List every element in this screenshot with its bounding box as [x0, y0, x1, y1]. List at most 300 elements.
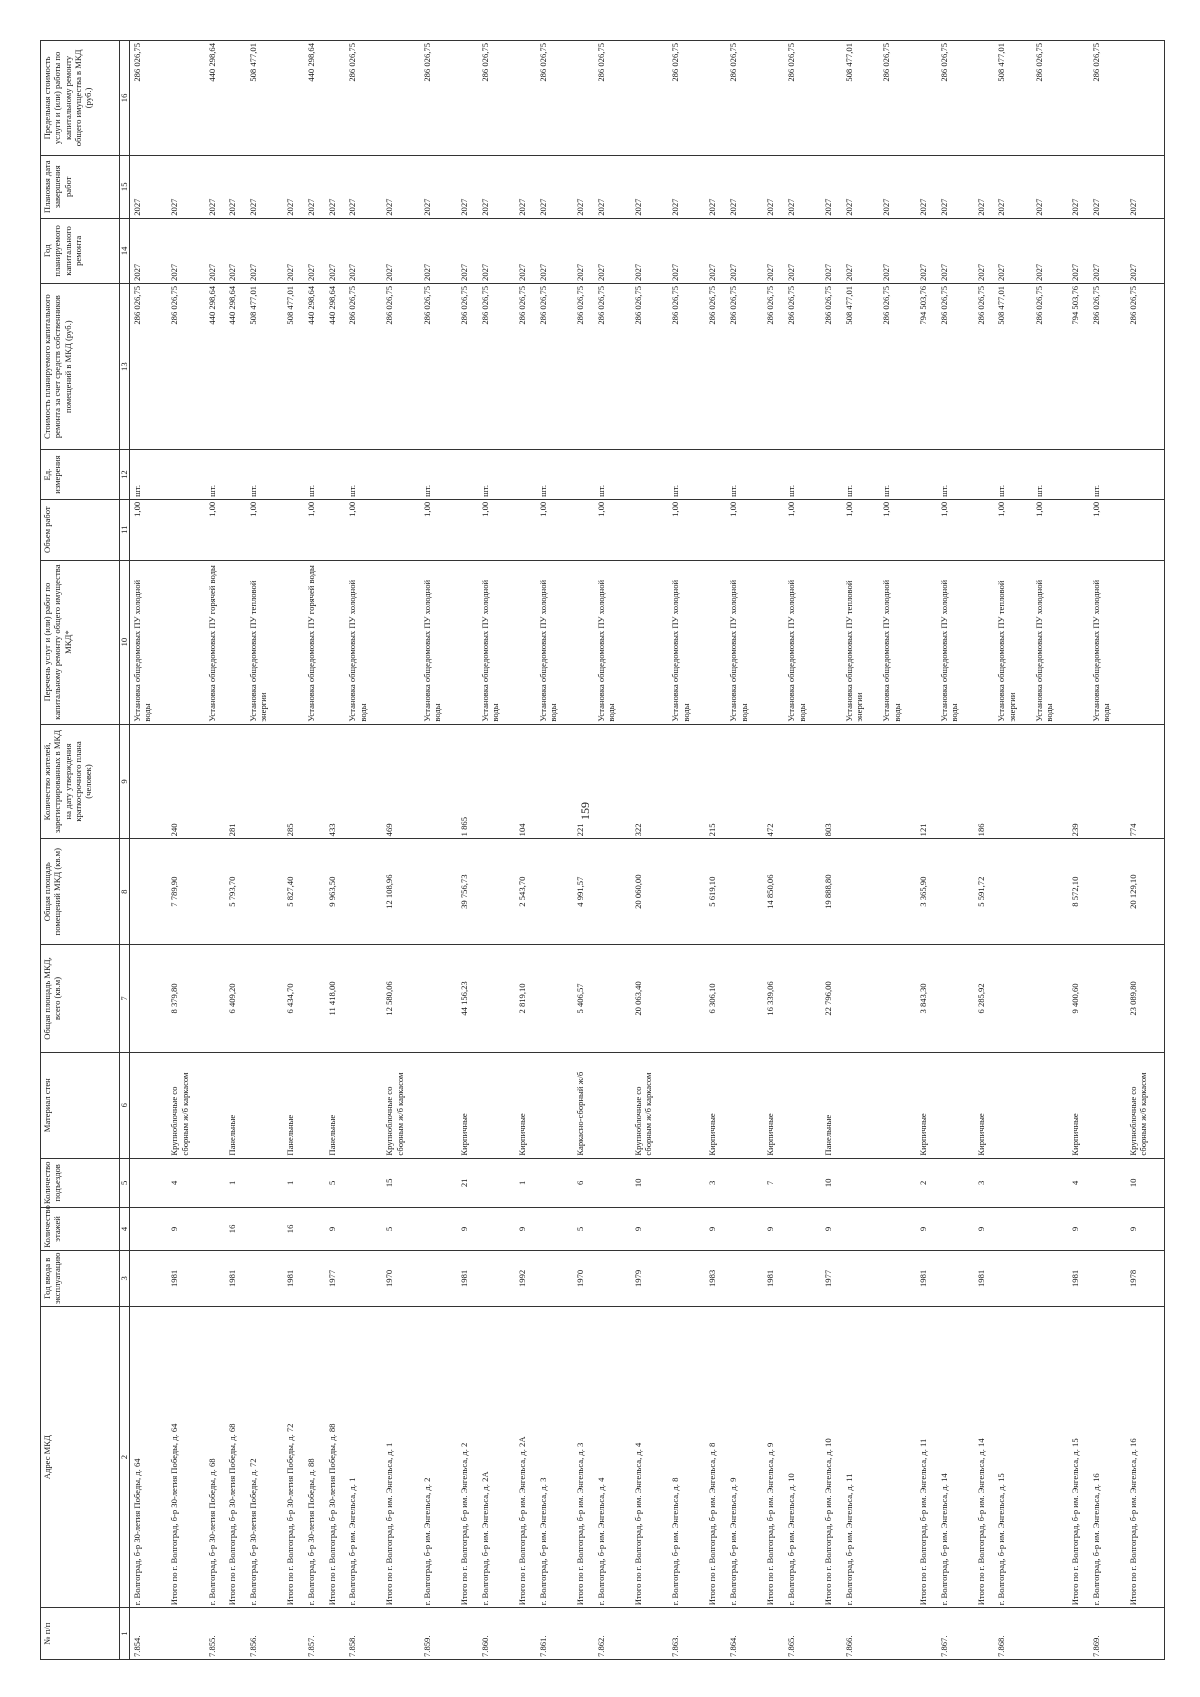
cell-col-12: [516, 450, 536, 499]
cell-col-5: [842, 1158, 880, 1207]
cell-col-4: 5: [383, 1208, 419, 1251]
cell-col-16: 286 026,75: [345, 41, 383, 156]
cell-col-6: [1089, 1052, 1127, 1158]
table-body: [130, 41, 1165, 1660]
cell-col-13: 440 298,64: [205, 283, 226, 449]
cell-col-8: [420, 839, 458, 945]
cell-col-4: [842, 1208, 880, 1251]
cell-col-3: [842, 1250, 880, 1306]
table-row: [130, 41, 169, 1660]
cell-col-14: 2027: [458, 218, 478, 283]
cell-col-15: 2027: [1127, 155, 1165, 218]
cell-col-13: 286 026,75: [1033, 283, 1069, 449]
cell-col-5: 1: [226, 1158, 246, 1207]
cell-col-2: г. Волгоград, б-р им. Энгельса, д. 15: [994, 1306, 1032, 1607]
column-header-2: Адрес МКД: [41, 1306, 120, 1607]
cell-col-11: 1,00: [784, 499, 822, 560]
cell-col-14: 2027: [1089, 218, 1127, 283]
cell-col-9: [937, 724, 975, 839]
cell-col-16: [764, 41, 784, 156]
cell-col-7: [1089, 945, 1127, 1053]
cell-col-12: [706, 450, 726, 499]
cell-col-16: [574, 41, 594, 156]
cell-col-15: 2027: [246, 155, 284, 218]
cell-col-1: [975, 1608, 995, 1660]
cell-col-15: 2027: [822, 155, 842, 218]
cell-col-10: Установка общедомовых ПУ тепловой энергии: [246, 560, 284, 724]
cell-col-9: 472: [764, 724, 784, 839]
cell-col-8: 7 789,90: [168, 839, 204, 945]
cell-col-2: г. Волгоград, б-р им. Энгельса, д. 8: [668, 1306, 706, 1607]
cell-col-11: 1,00: [937, 499, 975, 560]
table-row-total: [1069, 41, 1089, 1660]
cell-col-10: Установка общедомовых ПУ холодной воды: [1089, 560, 1127, 724]
column-number-12: 12: [120, 450, 130, 499]
cell-col-6: Панельные: [284, 1052, 304, 1158]
cell-col-15: 2027: [516, 155, 536, 218]
cell-col-9: 281: [226, 724, 246, 839]
cell-col-8: 8 572,10: [1069, 839, 1089, 945]
cell-col-10: Установка общедомовых ПУ холодной воды: [130, 560, 169, 724]
cell-col-11: [458, 499, 478, 560]
cell-col-5: 15: [383, 1158, 419, 1207]
cell-col-8: 2 543,70: [516, 839, 536, 945]
cell-col-3: [668, 1250, 706, 1306]
cell-col-7: 9 400,60: [1069, 945, 1089, 1053]
cell-col-7: 3 843,30: [917, 945, 937, 1053]
cell-col-8: 20 129,10: [1127, 839, 1165, 945]
cell-col-7: [1033, 945, 1069, 1053]
cell-col-6: [1033, 1052, 1069, 1158]
cell-col-4: [205, 1208, 226, 1251]
cell-col-14: 2027: [205, 218, 226, 283]
table-row-total: [917, 41, 937, 1660]
column-header-15: Плановая дата завершения работ: [41, 155, 120, 218]
cell-col-8: 20 060,00: [632, 839, 668, 945]
cell-col-1: 7.861.: [536, 1608, 574, 1660]
cell-col-8: [536, 839, 574, 945]
cell-col-2: Итого по г. Волгоград, б-р им. Энгельса, д. 9: [764, 1306, 784, 1607]
cell-col-7: 20 063,40: [632, 945, 668, 1053]
cell-col-7: [842, 945, 880, 1053]
table-row-total: [574, 41, 594, 1660]
cell-col-9: [205, 724, 226, 839]
column-header-9: Количество жителей, зарегистрированных в МКД на дату утверждения краткосрочного плана (человек): [41, 724, 120, 839]
cell-col-10: [168, 560, 204, 724]
cell-col-3: [304, 1250, 325, 1306]
cell-col-15: 2027: [632, 155, 668, 218]
cell-col-12: [632, 450, 668, 499]
cell-col-11: 1,00: [1089, 499, 1127, 560]
cell-col-16: 286 026,75: [130, 41, 169, 156]
column-header-10: Перечень услуг и (или) работ по капитальному ремонту общего имущества МКД*: [41, 560, 120, 724]
cell-col-10: Установка общедомовых ПУ холодной воды: [668, 560, 706, 724]
cell-col-8: 5 619,10: [706, 839, 726, 945]
cell-col-7: [420, 945, 458, 1053]
cell-col-11: 1,00: [478, 499, 516, 560]
cell-col-12: шт.: [1033, 450, 1069, 499]
cell-col-16: [632, 41, 668, 156]
cell-col-4: 9: [764, 1208, 784, 1251]
column-header-12: Ед. измерения: [41, 450, 120, 499]
cell-col-15: 2027: [937, 155, 975, 218]
cell-col-8: [246, 839, 284, 945]
cell-col-6: Крупноблочные со сборным ж/б каркасом: [1127, 1052, 1165, 1158]
cell-col-11: 1,00: [536, 499, 574, 560]
column-header-13: Стоимость планируемого капитального ремонта за счет средств собственников помещений в МКД (руб.): [41, 283, 120, 449]
cell-col-15: 2027: [726, 155, 764, 218]
cell-col-1: [284, 1608, 304, 1660]
cell-col-5: [130, 1158, 169, 1207]
table-row: [594, 41, 632, 1660]
cell-col-2: г. Волгоград, б-р им. Энгельса, д. 16: [1089, 1306, 1127, 1607]
cell-col-8: [1089, 839, 1127, 945]
cell-col-16: [822, 41, 842, 156]
cell-col-16: [1127, 41, 1165, 156]
column-number-9: 9: [120, 724, 130, 839]
cell-col-4: [594, 1208, 632, 1251]
cell-col-15: 2027: [383, 155, 419, 218]
table-row-total: [975, 41, 995, 1660]
cell-col-14: 2027: [822, 218, 842, 283]
cell-col-2: [1033, 1306, 1069, 1607]
cell-col-7: [784, 945, 822, 1053]
cell-col-16: 286 026,75: [420, 41, 458, 156]
cell-col-6: [205, 1052, 226, 1158]
cell-col-2: Итого по г. Волгоград, б-р 30-летия Победы, д. 88: [326, 1306, 346, 1607]
cell-col-6: [130, 1052, 169, 1158]
cell-col-13: 508 477,01: [994, 283, 1032, 449]
cell-col-7: 8 379,80: [168, 945, 204, 1053]
column-header-4: Количество этажей: [41, 1208, 120, 1251]
cell-col-2: г. Волгоград, б-р им. Энгельса, д. 14: [937, 1306, 975, 1607]
cell-col-14: 2027: [764, 218, 784, 283]
cell-col-15: 2027: [574, 155, 594, 218]
cell-col-11: [706, 499, 726, 560]
cell-col-3: [246, 1250, 284, 1306]
cell-col-7: 6 434,70: [284, 945, 304, 1053]
cell-col-5: [205, 1158, 226, 1207]
cell-col-4: [345, 1208, 383, 1251]
cell-col-5: [994, 1158, 1032, 1207]
cell-col-12: [168, 450, 204, 499]
cell-col-11: [516, 499, 536, 560]
cell-col-7: [994, 945, 1032, 1053]
cell-col-13: 286 026,75: [536, 283, 574, 449]
column-number-10: 10: [120, 560, 130, 724]
cell-col-11: 1,00: [1033, 499, 1069, 560]
cell-col-9: 239: [1069, 724, 1089, 839]
cell-col-13: 286 026,75: [1127, 283, 1165, 449]
cell-col-13: 286 026,75: [975, 283, 995, 449]
cell-col-14: 2027: [975, 218, 995, 283]
cell-col-7: 2 819,10: [516, 945, 536, 1053]
cell-col-8: 5 827,40: [284, 839, 304, 945]
cell-col-8: [994, 839, 1032, 945]
cell-col-12: [383, 450, 419, 499]
table-row-total: [706, 41, 726, 1660]
cell-col-7: 44 156,23: [458, 945, 478, 1053]
cell-col-16: [706, 41, 726, 156]
table-row: [726, 41, 764, 1660]
cell-col-12: шт.: [345, 450, 383, 499]
cell-col-10: [516, 560, 536, 724]
cell-col-12: шт.: [726, 450, 764, 499]
cell-col-13: 508 477,01: [246, 283, 284, 449]
cell-col-14: 2027: [246, 218, 284, 283]
cell-col-8: [205, 839, 226, 945]
cell-col-8: 5 793,70: [226, 839, 246, 945]
cell-col-3: [1089, 1250, 1127, 1306]
cell-col-13: 286 026,75: [764, 283, 784, 449]
cell-col-13: 286 026,75: [516, 283, 536, 449]
cell-col-6: Панельные: [226, 1052, 246, 1158]
cell-col-4: [1033, 1208, 1069, 1251]
cell-col-7: 6 285,92: [975, 945, 995, 1053]
cell-col-2: Итого по г. Волгоград, б-р им. Энгельса, д. 11: [917, 1306, 937, 1607]
cell-col-12: шт.: [880, 450, 916, 499]
cell-col-9: [420, 724, 458, 839]
cell-col-8: [784, 839, 822, 945]
cell-col-5: 21: [458, 1158, 478, 1207]
table-row-total: [822, 41, 842, 1660]
cell-col-11: [632, 499, 668, 560]
cell-col-15: 2027: [284, 155, 304, 218]
cell-col-3: 1981: [1069, 1250, 1089, 1306]
cell-col-1: 7.856.: [246, 1608, 284, 1660]
cell-col-11: [1127, 499, 1165, 560]
cell-col-5: 6: [574, 1158, 594, 1207]
cell-col-13: 286 026,75: [632, 283, 668, 449]
table-row: [784, 41, 822, 1660]
cell-col-8: [478, 839, 516, 945]
cell-col-11: 1,00: [880, 499, 916, 560]
cell-col-4: 9: [326, 1208, 346, 1251]
page-number: 159: [578, 802, 592, 820]
cell-col-15: 2027: [326, 155, 346, 218]
cell-col-7: [304, 945, 325, 1053]
cell-col-15: 2027: [668, 155, 706, 218]
cell-col-5: [536, 1158, 574, 1207]
cell-col-13: 286 026,75: [383, 283, 419, 449]
column-number-8: 8: [120, 839, 130, 945]
cell-col-8: 14 850,06: [764, 839, 784, 945]
cell-col-13: 286 026,75: [726, 283, 764, 449]
cell-col-5: [345, 1158, 383, 1207]
cell-col-9: 221: [574, 724, 594, 839]
cell-col-4: 9: [706, 1208, 726, 1251]
cell-col-16: 286 026,75: [880, 41, 916, 156]
cell-col-9: [536, 724, 574, 839]
cell-col-7: [726, 945, 764, 1053]
cell-col-8: [1033, 839, 1069, 945]
cell-col-16: [1069, 41, 1089, 156]
cell-col-7: [880, 945, 916, 1053]
cell-col-11: [168, 499, 204, 560]
cell-col-1: [383, 1608, 419, 1660]
cell-col-8: [937, 839, 975, 945]
table-row: [420, 41, 458, 1660]
cell-col-15: 2027: [130, 155, 169, 218]
cell-col-6: [246, 1052, 284, 1158]
cell-col-6: [668, 1052, 706, 1158]
cell-col-10: [1069, 560, 1089, 724]
cell-col-10: Установка общедомовых ПУ холодной воды: [420, 560, 458, 724]
cell-col-7: [246, 945, 284, 1053]
column-number-13: 13: [120, 283, 130, 449]
cell-col-5: [726, 1158, 764, 1207]
cell-col-10: [706, 560, 726, 724]
cell-col-5: [668, 1158, 706, 1207]
column-number-4: 4: [120, 1208, 130, 1251]
cell-col-10: Установка общедомовых ПУ тепловой энергии: [994, 560, 1032, 724]
cell-col-6: [937, 1052, 975, 1158]
cell-col-6: [478, 1052, 516, 1158]
cell-col-15: 2027: [345, 155, 383, 218]
cell-col-16: [168, 41, 204, 156]
cell-col-10: Установка общедомовых ПУ холодной воды: [880, 560, 916, 724]
cell-col-12: шт.: [420, 450, 458, 499]
cell-col-10: Установка общедомовых ПУ холодной воды: [937, 560, 975, 724]
cell-col-12: шт.: [304, 450, 325, 499]
column-header-5: Количество подъездов: [41, 1158, 120, 1207]
cell-col-14: 2027: [917, 218, 937, 283]
cell-col-3: 1981: [168, 1250, 204, 1306]
cell-col-13: 286 026,75: [345, 283, 383, 449]
cell-col-9: 803: [822, 724, 842, 839]
cell-col-1: 7.855.: [205, 1608, 226, 1660]
cell-col-16: 286 026,75: [726, 41, 764, 156]
cell-col-6: [304, 1052, 325, 1158]
cell-col-14: 2027: [383, 218, 419, 283]
cell-col-3: 1992: [516, 1250, 536, 1306]
cell-col-2: Итого по г. Волгоград, б-р им. Энгельса, д. 2: [458, 1306, 478, 1607]
cell-col-1: 7.864.: [726, 1608, 764, 1660]
cell-col-10: Установка общедомовых ПУ холодной воды: [726, 560, 764, 724]
cell-col-5: [1089, 1158, 1127, 1207]
cell-col-1: [917, 1608, 937, 1660]
cell-col-12: шт.: [205, 450, 226, 499]
cell-col-8: [842, 839, 880, 945]
cell-col-13: 440 298,64: [226, 283, 246, 449]
table-row: [1089, 41, 1127, 1660]
cell-col-1: [226, 1608, 246, 1660]
cell-col-3: 1978: [1127, 1250, 1165, 1306]
cell-col-16: 440 298,64: [304, 41, 325, 156]
cell-col-3: [994, 1250, 1032, 1306]
table-row: [345, 41, 383, 1660]
cell-col-1: [632, 1608, 668, 1660]
cell-col-15: 2027: [975, 155, 995, 218]
cell-col-4: 5: [574, 1208, 594, 1251]
column-number-3: 3: [120, 1250, 130, 1306]
cell-col-11: [764, 499, 784, 560]
cell-col-9: 322: [632, 724, 668, 839]
cell-col-9: 121: [917, 724, 937, 839]
cell-col-15: 2027: [1033, 155, 1069, 218]
table-row-total: [168, 41, 204, 1660]
cell-col-9: 1 865: [458, 724, 478, 839]
cell-col-2: г. Волгоград, б-р им. Энгельса, д. 2А: [478, 1306, 516, 1607]
cell-col-12: [326, 450, 346, 499]
cell-col-5: 1: [516, 1158, 536, 1207]
cell-col-11: [574, 499, 594, 560]
cell-col-9: 433: [326, 724, 346, 839]
table-row-total: [458, 41, 478, 1660]
cell-col-10: Установка общедомовых ПУ горячей воды: [304, 560, 325, 724]
cell-col-3: [726, 1250, 764, 1306]
cell-col-5: 3: [706, 1158, 726, 1207]
cell-col-10: [822, 560, 842, 724]
cell-col-12: [1127, 450, 1165, 499]
column-number-6: 6: [120, 1052, 130, 1158]
cell-col-15: 2027: [205, 155, 226, 218]
cell-col-7: 22 796,00: [822, 945, 842, 1053]
table-row-total: [326, 41, 346, 1660]
cell-col-6: [726, 1052, 764, 1158]
column-header-7: Общая площадь МКД, всего (кв.м): [41, 945, 120, 1053]
cell-col-4: 16: [284, 1208, 304, 1251]
cell-col-5: 5: [326, 1158, 346, 1207]
cell-col-4: [1089, 1208, 1127, 1251]
cell-col-5: [478, 1158, 516, 1207]
cell-col-16: 440 298,64: [205, 41, 226, 156]
cell-col-7: [205, 945, 226, 1053]
cell-col-12: [975, 450, 995, 499]
cell-col-10: Установка общедомовых ПУ холодной воды: [536, 560, 574, 724]
cell-col-3: [345, 1250, 383, 1306]
cell-col-9: 215: [706, 724, 726, 839]
cell-col-14: 2027: [726, 218, 764, 283]
cell-col-8: 19 888,80: [822, 839, 842, 945]
table-row: [937, 41, 975, 1660]
cell-col-9: [1033, 724, 1069, 839]
cell-col-13: 286 026,75: [822, 283, 842, 449]
column-header-8: Общая площадь помещений МКД (кв.м): [41, 839, 120, 945]
cell-col-13: 286 026,75: [937, 283, 975, 449]
cell-col-2: г. Волгоград, б-р им. Энгельса, д. 2: [420, 1306, 458, 1607]
cell-col-12: [764, 450, 784, 499]
cell-col-12: [917, 450, 937, 499]
cell-col-7: 23 089,80: [1127, 945, 1165, 1053]
cell-col-13: 440 298,64: [326, 283, 346, 449]
cell-col-13: 286 026,75: [594, 283, 632, 449]
cell-col-14: 2027: [326, 218, 346, 283]
cell-col-16: [975, 41, 995, 156]
cell-col-7: [668, 945, 706, 1053]
cell-col-4: [246, 1208, 284, 1251]
cell-col-8: [726, 839, 764, 945]
cell-col-4: [420, 1208, 458, 1251]
cell-col-4: 9: [632, 1208, 668, 1251]
cell-col-5: [420, 1158, 458, 1207]
cell-col-13: 286 026,75: [784, 283, 822, 449]
cell-col-3: 1981: [458, 1250, 478, 1306]
cell-col-12: [226, 450, 246, 499]
cell-col-16: 286 026,75: [594, 41, 632, 156]
cell-col-4: 9: [975, 1208, 995, 1251]
cell-col-7: 6 409,20: [226, 945, 246, 1053]
table-row: [880, 41, 916, 1660]
cell-col-2: г. Волгоград, б-р им. Энгельса, д. 11: [842, 1306, 880, 1607]
cell-col-1: 7.862.: [594, 1608, 632, 1660]
cell-col-14: 2027: [994, 218, 1032, 283]
cell-col-7: 5 406,57: [574, 945, 594, 1053]
cell-col-2: г. Волгоград, б-р им. Энгельса, д. 3: [536, 1306, 574, 1607]
cell-col-12: шт.: [668, 450, 706, 499]
column-number-row: [120, 41, 130, 1660]
cell-col-12: шт.: [594, 450, 632, 499]
